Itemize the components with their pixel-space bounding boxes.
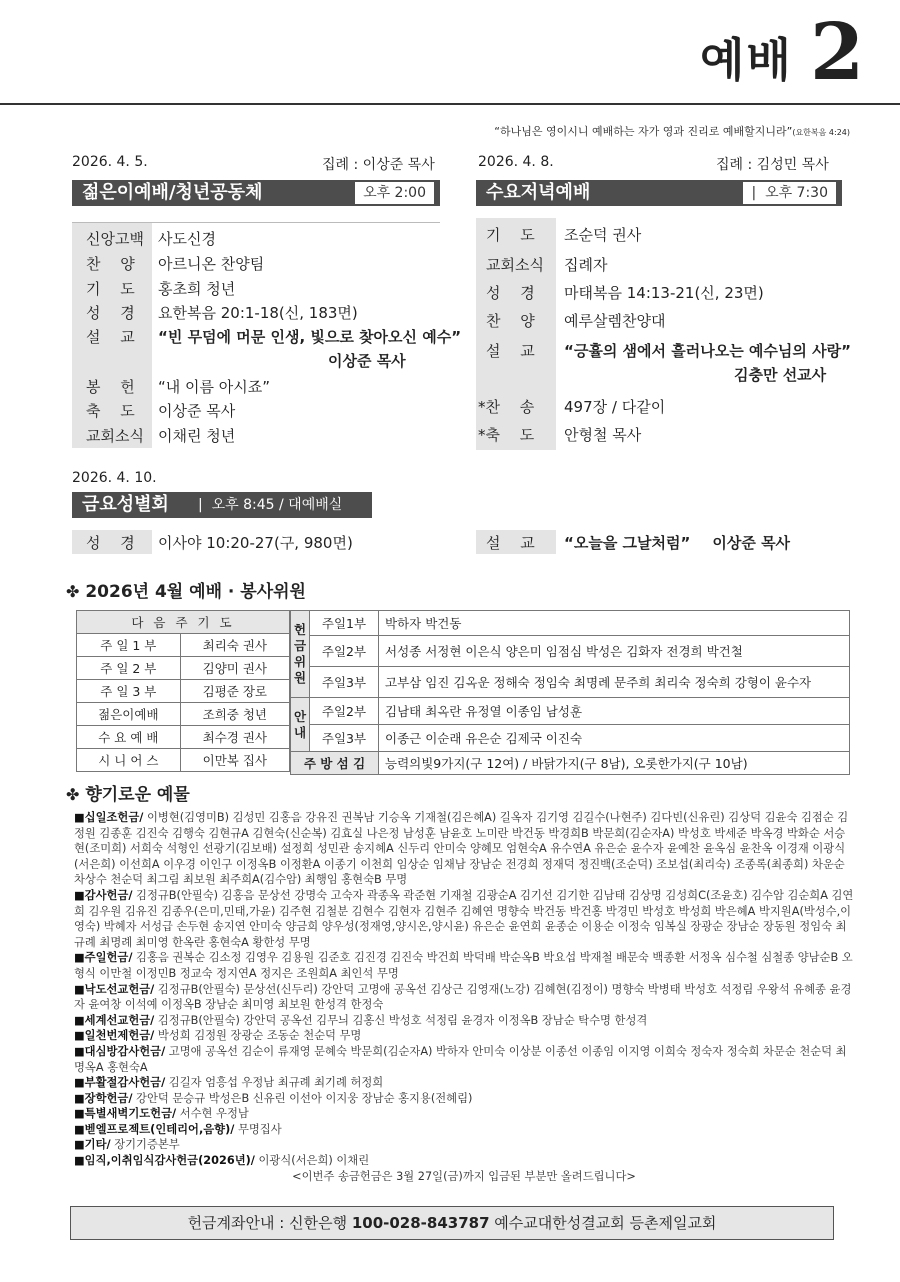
clover-icon: ✤ bbox=[66, 582, 80, 601]
account-number: 100-028-843787 bbox=[351, 1214, 490, 1232]
left-row-4: 성 경 요한복음 20:1-18(신, 183면) bbox=[86, 304, 358, 322]
left-row-5: 설 교 “빈 무덤에 머문 인생, 빛으로 찾아오신 예수” bbox=[86, 328, 462, 346]
right-row-5: 설 교 “긍휼의 샘에서 흘러나오는 예수님의 사랑” bbox=[486, 342, 851, 360]
left-row-3: 기 도 홍초희 청년 bbox=[86, 280, 236, 298]
left-row-8: 교회소식 이채린 청년 bbox=[86, 427, 236, 445]
kitchen-label: 주 방 섬 김 bbox=[291, 752, 379, 775]
service-table: 헌금위원 주일1부 박하자 박건동 주일2부 서성종 서정현 이은식 양은미 임점심 박성은 김화자 전경희 박건철 주일3부 고부삼 임진 김옥운 정해숙 정임숙 최명례 문주희 최리숙 정숙희 강형이 윤수자 안내 주일2부 김남태 최옥란 유정열 이종임 남성훈 주일3부 이종근 이순래 유은순 김제국 이진숙 주 방 섬 김 능력의빛9가지(구 12여) / 바닭가지(구 8남), 오롯한가지(구 10남) bbox=[290, 610, 850, 775]
clover-icon: ✤ bbox=[66, 785, 80, 804]
right-row-2: 교회소식 집례자 bbox=[486, 256, 608, 274]
right-row-3: 성 경 마태복음 14:13-21(신, 23면) bbox=[486, 284, 764, 302]
friday-sermon: 설 교 “오늘을 그날처럼” 이상준 목사 bbox=[486, 534, 791, 552]
offering-item: ■세계선교헌금/ 김정규B(안필숙) 강안덕 공옥선 김무늬 김홍신 박성호 석정림 윤경자 이정옥B 장남순 탁수명 한성격 bbox=[74, 1013, 648, 1027]
right-service-time: | 오후 7:30 bbox=[743, 182, 836, 204]
left-row-7: 축 도 이상준 목사 bbox=[86, 402, 236, 420]
left-top-line bbox=[72, 222, 440, 223]
account-info-box: 헌금계좌안내 : 신한은행 100-028-843787 예수교대한성결교회 등촌제일교회 bbox=[70, 1206, 834, 1240]
header-quote: “하나님은 영이시니 예배하는 자가 영과 진리로 예배할지니라”(요한복음 4:24) bbox=[494, 125, 850, 138]
right-date: 2026. 4. 8. bbox=[478, 154, 554, 170]
left-leader: 집례 : 이상준 목사 bbox=[322, 157, 435, 173]
friday-title: 금요성별회 bbox=[82, 494, 169, 515]
right-row-6: *찬 송 497장 / 다같이 bbox=[478, 398, 666, 416]
right-service-bar bbox=[476, 180, 842, 206]
offering-item: ■임직,이취임식감사헌금(2026년)/ 이광식(서은희) 이채린 bbox=[74, 1154, 370, 1168]
friday-scripture: 성 경 이사야 10:20-27(구, 980면) bbox=[86, 534, 353, 552]
left-service-bar bbox=[72, 180, 440, 206]
offerings-list bbox=[74, 810, 854, 1184]
offering-item: ■십일조헌금/ 이병현(김영미B) 김성민 김홍음 강유진 권복남 기승옥 기재철(김은혜A) 길옥자 김기영 김길수(나현주) 김다빈(신유린) 김상덕 김윤숙 김점순 김정원 김종훈 김진숙 김행숙 김현규A 김현숙(신순복) 김효실 나은정 남성훈 남윤호 노미란 박건동 박경희B 박문희(김순자A) 박성호 박세준 박옥경 박화순 서승현(조미희) 서희숙 석형인 선광기(김보배) 설정희 성민관 송지혜A 신두리 안미숙 양혜모 엄현숙A 유수연A 유은순 윤수자 윤예찬 윤옥심 윤찬옥 이경재 이광식(서은희) 이선희A 이우경 이인구 이정옥B 이정환A 이종기 이천희 임상순 임채남 장남순 전경희 정재덕 정진백(조순덕) 조보섭(최리숙) 조종록(최종희) 차운순 차상수 천순덕 최그림 최보원 최주희A(김수암) 최행임 홍현숙B 무명 bbox=[74, 811, 849, 887]
offering-item: ■벧엘프로젝트(인테리어,음향)/ 무명집사 bbox=[74, 1122, 282, 1136]
right-service-title: 수요저녁예배 bbox=[486, 182, 591, 203]
left-service-time: 오후 2:00 bbox=[355, 182, 434, 204]
prayer-table: 다 음 주 기 도 주 일 1 부 최리숙 권사 주 일 2 부 김양미 권사 주 일 3 부 김평준 장로 젊은이예배 조희중 청년 수 요 예 배 최수경 권사 시 니 어 스 이만복 집사 bbox=[76, 610, 290, 772]
offering-item: ■기타/ 장기기증본부 bbox=[74, 1138, 180, 1152]
right-row-7: *축 도 안형철 목사 bbox=[478, 426, 642, 444]
offering-item: ■일천번제헌금/ 박성희 김정원 장광순 조동순 천순덕 무명 bbox=[74, 1029, 362, 1043]
offering-item: ■대심방감사헌금/ 고명애 공옥선 김순이 류재영 문혜숙 박문희(김순자A) 박하자 안미숙 이상분 이종선 이종임 이지영 이희숙 정숙자 정숙희 차문순 천순덕 최명옥A 홍현숙A bbox=[74, 1044, 847, 1074]
offerings-heading: ✤ 향기로운 예물 bbox=[66, 785, 190, 805]
friday-time: | 오후 8:45 / 대예배실 bbox=[190, 494, 350, 516]
prayer-header: 다 음 주 기 도 bbox=[77, 611, 290, 634]
left-date: 2026. 4. 5. bbox=[72, 154, 148, 170]
right-row-4: 찬 양 예루살렘찬양대 bbox=[486, 312, 666, 330]
left-row-1: 신앙고백 사도신경 bbox=[86, 230, 216, 248]
offering-item: ■장학헌금/ 강안덕 문승규 박성은B 신유린 이선아 이지웅 장남순 홍지용(전혜림) bbox=[74, 1091, 473, 1105]
friday-date: 2026. 4. 10. bbox=[72, 470, 157, 486]
offering-item: ■낙도선교헌금/ 김정규B(안필숙) 문상선(신두리) 강안덕 고명애 공옥선 김상근 김영재(노강) 김혜현(김정이) 명향숙 박병태 박성호 석정림 우왕석 유혜종 윤경자 윤여창 이석예 이정옥B 장남순 최미영 최보원 한성격 한정숙 bbox=[74, 982, 852, 1012]
friday-bar bbox=[72, 492, 372, 518]
guide-committee-label: 안내 bbox=[291, 698, 310, 752]
offering-item: ■감사헌금/ 김정규B(안필숙) 김홍음 문상선 강명숙 고숙자 곽종옥 곽준현 기재철 김광순A 김기선 김기한 김남태 김상명 김성희C(조윤호) 김수암 김순희A 김연희 김우원 김유진 김종우(은미,민태,가윤) 김주현 김철분 김현수 김현자 김현주 김혜연 명향숙 박건동 박건홍 박경민 박성호 박성희 박은혜A 박지원A(박성수,이영숙) 박혜자 서성급 손두현 송지연 안미숙 양금희 양우성(정재영,양시온,양시윤) 유은순 윤연희 윤종순 이용순 이정숙 임복실 장광순 장남순 장동원 정임숙 최규례 최명례 최미영 한옥란 홍현숙A 황한성 무명 bbox=[74, 888, 854, 949]
offering-note: <이번주 송금헌금은 3월 27일(금)까지 입금된 부분만 올려드립니다> bbox=[292, 1169, 636, 1183]
left-preacher: 이상준 목사 bbox=[328, 352, 406, 370]
offering-item: ■특별새벽기도헌금/ 서수현 우정남 bbox=[74, 1107, 249, 1121]
page-number: 2 bbox=[810, 7, 865, 98]
right-row-1: 기 도 조순덕 권사 bbox=[486, 226, 642, 244]
offering-item: ■부활절감사헌금/ 김길자 엄흥섭 우정남 최규례 최기례 허정희 bbox=[74, 1076, 384, 1090]
left-row-6: 봉 헌 “내 이름 아시죠” bbox=[86, 378, 271, 396]
offering-item: ■주일헌금/ 김홍음 권복순 김소정 김영우 김용원 김준호 김진경 김진숙 박건희 박덕배 박순옥B 박요섭 박재철 배문숙 백종환 서정옥 심수철 심철종 양남순B 오형식 이만철 이정민B 정교숙 정지연A 정지은 조원희A 최인석 무명 bbox=[74, 951, 853, 980]
right-preacher: 김충만 선교사 bbox=[734, 366, 827, 384]
page-title: 예배 bbox=[700, 33, 793, 87]
header-divider bbox=[0, 103, 900, 105]
left-row-2: 찬 양 아르니온 찬양팀 bbox=[86, 255, 265, 273]
right-leader: 집례 : 김성민 목사 bbox=[716, 157, 829, 173]
committee-heading: ✤ 2026년 4월 예배 · 봉사위원 bbox=[66, 582, 306, 602]
left-service-title: 젊은이예배/청년공동체 bbox=[82, 182, 263, 203]
offering-committee-label: 헌금위원 bbox=[291, 611, 310, 698]
